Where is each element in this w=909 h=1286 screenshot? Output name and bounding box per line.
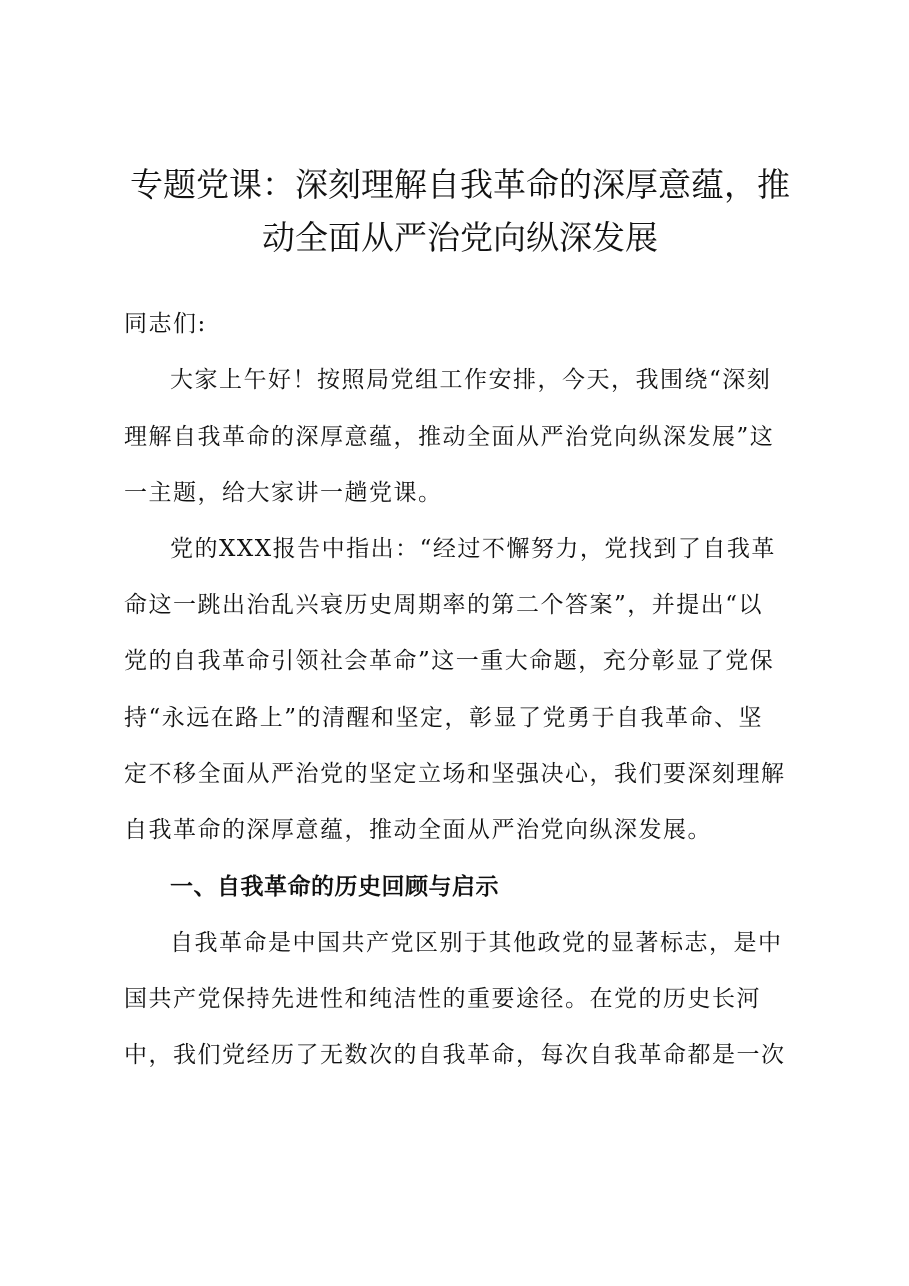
- para2-line-5: 定不移全面从严治党的坚定立场和坚强决心，我们要深刻理解: [124, 761, 786, 787]
- intro-line-3: 一主题，给大家讲一趟党课。: [124, 480, 443, 506]
- para2-line-1: 党的XXX报告中指出：“经过不懈努力，党找到了自我革: [170, 536, 776, 562]
- title-line-1: 专题党课：深刻理解自我革命的深厚意蕴，推: [130, 165, 790, 204]
- para2-line-3: 党的自我革命引领社会革命”这一重大命题，充分彰显了党保: [124, 648, 775, 674]
- para2-line-6: 自我革命的深厚意蕴，推动全面从严治党向纵深发展。: [124, 817, 712, 843]
- para3-line-3: 中，我们党经历了无数次的自我革命，每次自我革命都是一次: [124, 1042, 786, 1068]
- section-heading-1: 一、自我革命的历史回顾与启示: [170, 874, 499, 900]
- para2-line-2: 命这一跳出治乱兴衰历史周期率的第二个答案”，并提出“以: [124, 592, 764, 618]
- intro-line-1: 大家上午好！按照局党组工作安排，今天，我围绕“深刻: [170, 367, 772, 393]
- para3-line-2: 国共产党保持先进性和纯洁性的重要途径。在党的历史长河: [124, 986, 761, 1012]
- intro-line-2: 理解自我革命的深厚意蕴，推动全面从严治党向纵深发展”这: [124, 424, 775, 450]
- document-title: [110, 158, 810, 264]
- title-line-2: 动全面从严治党向纵深发展: [262, 218, 658, 257]
- para2-line-4: 持“永远在路上”的清醒和坚定，彰显了党勇于自我革命、坚: [124, 705, 764, 731]
- para3-line-1: 自我革命是中国共产党区别于其他政党的显著标志，是中: [170, 930, 783, 956]
- salutation: 同志们:: [124, 311, 207, 337]
